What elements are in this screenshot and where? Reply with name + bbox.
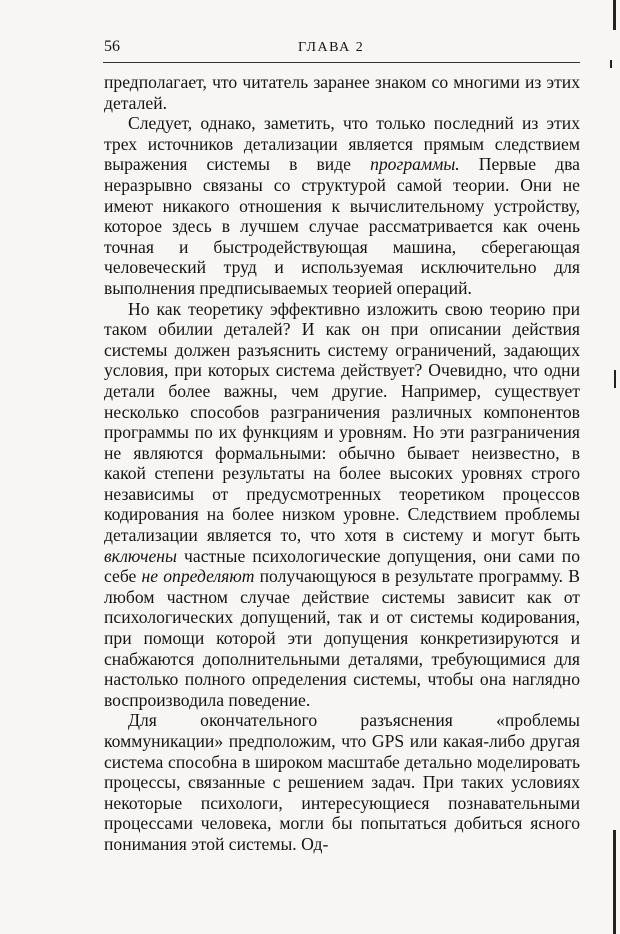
text-run: Для окончательного разъяснения «проблемы коммуникации» предположим, что GPS или какая-либо другая система способна в широком масштабе детально моделировать процессы, связанные с решением задач. При таких условиях некоторые психологи, интересующиеся познавательными процессами человека, могли бы попытаться добиться ясного понимания этой системы. Од- <box>104 710 580 854</box>
paragraph <box>104 113 580 298</box>
page-number: 56 <box>104 38 120 55</box>
text-run: частные психологические допущения, они сами по себе <box>104 545 580 587</box>
text-run: Следует, однако, заметить, что только последний из этих трех источников детализации является прямым следствием выражения системы в виде <box>104 113 580 175</box>
paragraph <box>104 710 580 854</box>
scan-edge-mark <box>614 370 616 388</box>
scan-edge-mark <box>613 0 616 30</box>
running-head: ГЛАВА 2 <box>298 40 365 55</box>
text-run: Первые два неразрывно связаны со структурой самой теории. Они не имеют никакого отношения к вычислительному устройству, которое здесь в лучшем случае рассматривается как очень точная и быстродействующая машина, сберегающая человеческий труд и используемая исключительно для выполнения предписываемых теорией операций. <box>104 154 580 298</box>
emphasized-text: включены <box>104 545 177 566</box>
text-run: предполагает, что читатель заранее знаком со многими из этих деталей. <box>104 72 580 113</box>
header-rule <box>103 62 580 63</box>
emphasized-text: программы. <box>370 154 460 175</box>
emphasized-text: не определяют <box>141 566 255 587</box>
paragraph <box>104 299 580 711</box>
scan-edge-mark <box>610 60 612 68</box>
text-run: Но как теоретику эффективно изложить свою теорию при таком обилии деталей? И как он при описании действия системы должен разъяснить систему ограничений, задающих условия, при которых система действует? Очевидно, что одни детали более важны, чем другие. Например, существует несколько способов разграничения различных компонентов программы по их функциям и уровням. Но эти разграничения не являются формальными: обычно бывает неизвестно, в какой степени результаты на более высоких уровнях строго независимы от предусмотренных теоретиком процессов кодирования на более низком уровне. Следствием проблемы детализации является то, что хотя в систему и могут быть <box>104 298 580 546</box>
paragraph <box>104 72 580 113</box>
text-run: получающуюся в результате программу. В любом частном случае действие системы зависит как от психологических допущений, так и от системы кодирования, при помощи которой эти допущения конкретизируются и снабжаются дополнительными деталями, требующимися для настолько полного определения системы, чтобы она наглядно воспроизводила поведение. <box>104 566 580 710</box>
scan-edge-mark <box>613 830 616 934</box>
body-text <box>104 72 580 855</box>
